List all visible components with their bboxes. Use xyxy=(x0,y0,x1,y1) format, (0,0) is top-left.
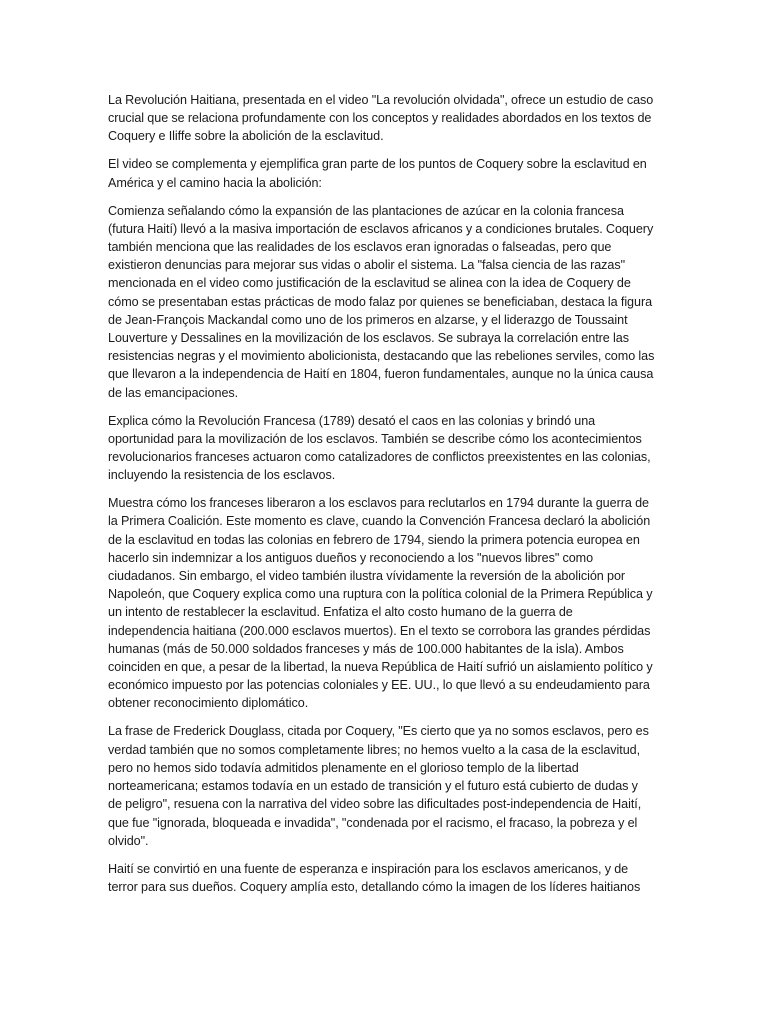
text-line: ciudadanos. Sin embargo, el video también ilustra vívidamente la reversión de la abolición por xyxy=(108,569,626,584)
text-line: Explica cómo la Revolución Francesa (1789) desató el caos en las colonias y brindó una xyxy=(108,413,596,428)
text-line: terror para sus dueños. Coquery amplía esto, detallando cómo la imagen de los líderes haitianos xyxy=(108,879,641,894)
text-line: económico impuesto por las potencias coloniales y EE. UU., lo que llevó a su endeudamiento para xyxy=(108,678,650,693)
paragraph xyxy=(108,202,660,402)
text-line: de la esclavitud en todas las colonias en febrero de 1794, siendo la primera potencia europea en xyxy=(108,532,640,547)
text-line: Muestra cómo los franceses liberaron a los esclavos para reclutarlos en 1794 durante la guerra de xyxy=(108,496,649,511)
text-line: hacerlo sin indemnizar a los antiguos dueños y reconociendo a los "nuevos libres" como xyxy=(108,550,594,565)
text-line: coinciden en que, a pesar de la libertad, la nueva República de Haití sufrió un aislamiento político y xyxy=(108,660,653,675)
text-line: El video se complementa y ejemplifica gran parte de los puntos de Coquery sobre la esclavitud en xyxy=(108,157,647,172)
text-line: Haití se convirtió en una fuente de esperanza e inspiración para los esclavos americanos, y de xyxy=(108,861,629,876)
text-line: Coquery e Iliffe sobre la abolición de la esclavitud. xyxy=(108,129,384,144)
text-line: verdad también que no somos completamente libres; no hemos vuelto a la casa de la esclavitud, xyxy=(108,742,641,757)
text-line: (futura Haití) llevó a la masiva importación de esclavos africanos y a condiciones brutales. Coquery xyxy=(108,221,654,236)
text-line: un intento de restablecer la esclavitud. Enfatiza el alto costo humano de la guerra de xyxy=(108,605,573,620)
text-line: independencia haitiana (200.000 esclavos muertos). En el texto se corrobora las grandes pérdidas xyxy=(108,623,651,638)
text-line: incluyendo la resistencia de los esclavos. xyxy=(108,468,336,483)
text-line: que llevaron a la independencia de Haití en 1804, fueron fundamentales, aunque no la única causa xyxy=(108,367,654,382)
text-line: la Primera Coalición. Este momento es clave, cuando la Convención Francesa declaró la abolición xyxy=(108,514,651,529)
text-line: La frase de Frederick Douglass, citada por Coquery, "Es cierto que ya no somos esclavos, pero es xyxy=(108,724,649,739)
text-line: humanas (más de 50.000 soldados franceses y más de 100.000 habitantes de la isla). Ambos xyxy=(108,641,624,656)
text-line: Napoleón, que Coquery explica como una ruptura con la política colonial de la Primera República y xyxy=(108,587,653,602)
paragraph xyxy=(108,722,660,849)
paragraph xyxy=(108,91,660,146)
text-line: cómo se presentaban estas prácticas de modo falaz por quienes se beneficiaban, destaca la figura xyxy=(108,294,653,309)
text-line: también menciona que las realidades de los esclavos eran ignoradas o falseadas, pero que xyxy=(108,240,612,255)
text-line: crucial que se relaciona profundamente con los conceptos y realidades abordados en los textos de xyxy=(108,111,652,126)
text-line: La Revolución Haitiana, presentada en el video "La revolución olvidada", ofrece un estudio de caso xyxy=(108,93,654,107)
text-line: de peligro", resuena con la narrativa del video sobre las dificultades post-independencia de Haití, xyxy=(108,797,642,812)
text-line: América y el camino hacia la abolición: xyxy=(108,175,322,190)
text-line: de las emancipaciones. xyxy=(108,385,239,400)
text-line: oportunidad para la movilización de los esclavos. También se describe cómo los acontecimientos xyxy=(108,431,642,446)
text-line: de Jean-François Mackandal como uno de los primeros en alzarse, y el liderazgo de Toussaint xyxy=(108,312,628,327)
text-line: Comienza señalando cómo la expansión de las plantaciones de azúcar en la colonia francesa xyxy=(108,203,624,218)
text-line: resistencias negras y el movimiento abolicionista, destacando que las rebeliones serviles, como las xyxy=(108,349,655,364)
text-line: revolucionarios franceses actuaron como catalizadores de conflictos preexistentes en las colonias, xyxy=(108,450,651,465)
paragraph xyxy=(108,494,660,712)
text-line: Louverture y Dessalines en la movilización de los esclavos. Se subraya la correlación entre las xyxy=(108,331,629,346)
paragraph xyxy=(108,412,660,485)
paragraph xyxy=(108,155,660,191)
text-line: mencionada en el video como justificación de la esclavitud se alinea con la idea de Coquery de xyxy=(108,276,631,291)
text-line: que fue "ignorada, bloqueada e invadida", "condenada por el racismo, el fracaso, la pobreza y el xyxy=(108,815,638,830)
text-line: obtener reconocimiento diplomático. xyxy=(108,696,309,711)
text-line: pero no hemos sido todavía admitidos plenamente en el glorioso templo de la libertad xyxy=(108,760,579,775)
text-line: olvido". xyxy=(108,833,149,848)
document-body xyxy=(108,91,660,906)
text-line: norteamericana; estamos todavía en un estado de transición y el futuro está cubierto de dudas y xyxy=(108,779,638,794)
paragraph xyxy=(108,860,660,896)
text-line: existieron denuncias para mejorar sus vidas o abolir el sistema. La "falsa ciencia de las razas" xyxy=(108,258,626,273)
